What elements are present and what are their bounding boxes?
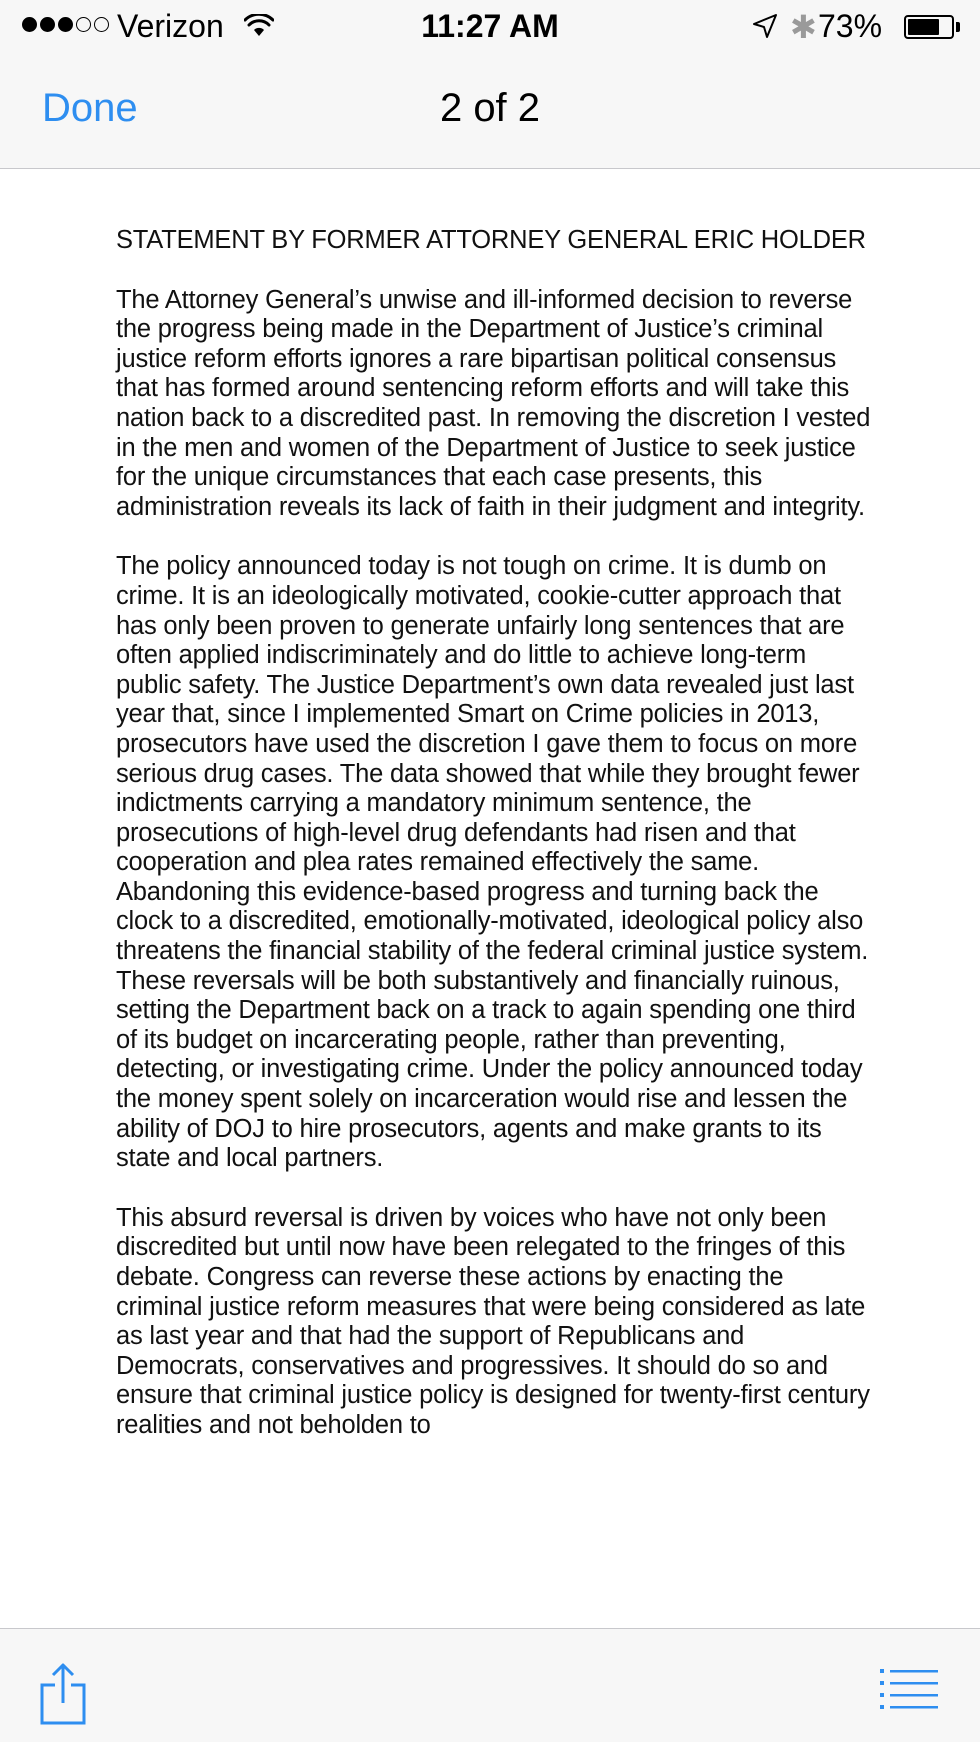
location-arrow-icon — [752, 13, 778, 44]
page-counter: 2 of 2 — [439, 86, 541, 130]
status-bar — [0, 0, 980, 54]
battery-icon — [904, 15, 954, 39]
document-page — [116, 226, 876, 1471]
share-icon[interactable] — [38, 1661, 88, 1732]
bluetooth-icon: ✱ — [790, 9, 817, 45]
document-title: STATEMENT BY FORMER ATTORNEY GENERAL ERIC HOLDER — [116, 226, 866, 254]
done-button[interactable]: Done — [42, 86, 138, 130]
navigation-bar — [0, 54, 980, 169]
list-icon[interactable] — [880, 1667, 940, 1714]
document-paragraph: The Attorney General’s unwise and ill-informed decision to reverse the progress being made in the Department of Justice’s criminal justice reform efforts ignores a rare bipartisan political consensus that has formed around sentencing reform efforts and will take this nation back to a discredited past. In removing the discretion I vested in the men and women of the Department of Justice to seek justice for the unique circumstances that each case presents, this administration reveals its lack of faith in their judgment and integrity. — [116, 285, 871, 521]
carrier-name: Verizon — [117, 8, 224, 44]
status-time: 11:27 AM — [421, 8, 559, 44]
battery-tip — [956, 22, 960, 32]
document-paragraph: The policy announced today is not tough on crime. It is dumb on crime. It is an ideologically motivated, cookie-cutter approach that has only been proven to generate unfairly long sentences that are often applied indiscriminately and do little to achieve long-term public safety. The Justice Department’s own data revealed just last year that, since I implemented Smart on Crime policies in 2013, prosecutors have used the discretion I gave them to focus on more serious drug cases. The data showed that while they brought fewer indictments carrying a mandatory minimum sentence, the prosecutions of high-level drug defendants had risen and that cooperation and plea rates remained effectively the same. Abandoning this evidence-based progress and turning back the clock to a discredited, emotionally-motivated, ideological policy also threatens the financial stability of the federal criminal justice system. These reversals will be both substantively and financially ruinous, setting the Department back on a track to again spending one third of its budget on incarcerating people, rather than preventing, detecting, or investigating crime. Under the policy announced today the money spent solely on incarceration would rise and lessen the ability of DOJ to hire prosecutors, agents and make grants to its state and local partners. — [116, 552, 869, 1173]
battery-level-fill — [908, 19, 939, 35]
document-paragraph: This absurd reversal is driven by voices who have not only been discredited but until now have been relegated to the fringes of this debate. Congress can reverse these actions by enacting the criminal justice reform measures that were being considered as late as last year and that had the support of Republicans and Democrats, conservatives and progressives. It should do so and ensure that criminal justice policy is designed for twenty-first century realities and not beholden to — [116, 1203, 870, 1439]
bottom-toolbar — [0, 1628, 980, 1742]
battery-percentage: 73% — [818, 8, 883, 44]
